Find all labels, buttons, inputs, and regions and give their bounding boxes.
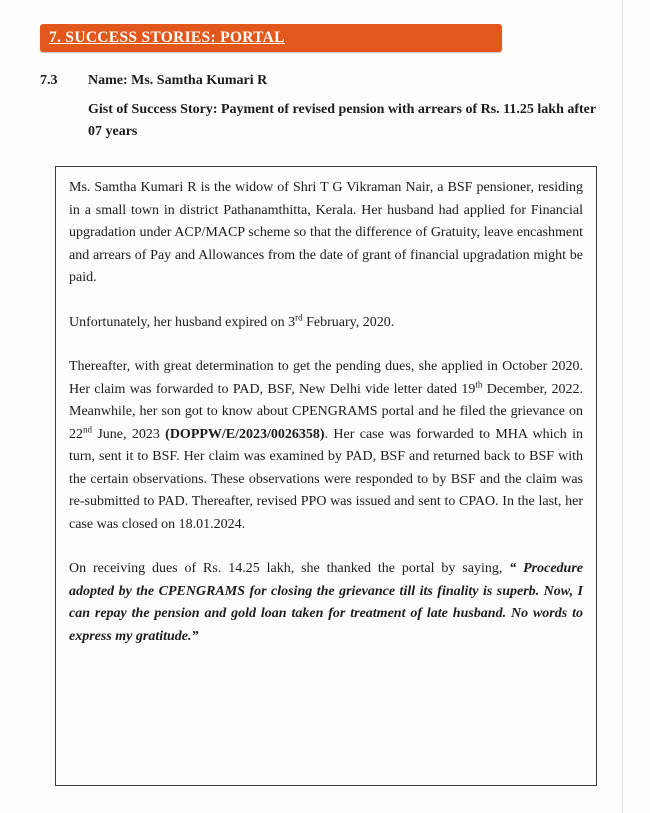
story-text-run: Ms. Samtha Kumari R is the widow of Shri T G Vikraman Nair, a BSF pensioner, residing in a small town in district Pathanamthitta, Kerala. Her husband had applied for Financial upgradation under ACP/MACP scheme so that the difference of Gratuity, leave encashment and arrears of Pay and Allowances from the date of grant of financial upgradation might be paid. <box>69 180 583 285</box>
story-paragraph <box>69 312 583 335</box>
story-paragraph <box>69 356 583 536</box>
pensioner-name-line: Name: Ms. Samtha Kumari R <box>88 73 268 88</box>
section-banner-title: 7. SUCCESS STORIES: PORTAL <box>49 29 285 46</box>
story-text-run: December, 2022. Meanwhile, her son got to know about CPENGRAMS portal and he filed the grievance on 22 <box>69 381 583 442</box>
story-text-run: (DOPPW/E/2023/0026358) <box>165 426 325 442</box>
story-text-run: “ Procedure adopted by the CPENGRAMS for closing the grievance till its finality is superb. Now, I can repay the pension and gold loan taken for treatment of late husband. No words to express my gratitude.” <box>69 561 583 644</box>
section-banner <box>40 24 502 52</box>
story-paragraph <box>69 177 583 290</box>
story-text-run: February, 2020. <box>302 314 395 330</box>
subsection-text <box>88 73 612 143</box>
story-text-run: . Her case was forwarded to MHA which in turn, sent it to BSF. Her claim was examined by PAD, BSF and returned back to BSF with the certain observations. These observations were responded to by BSF and the claim was re-submitted to PAD. Thereafter, revised PPO was issued and sent to CPAO. In the last, her case was closed on 18.01.2024. <box>69 426 583 532</box>
story-text-run: June, 2023 <box>92 426 166 442</box>
story-text-run: th <box>475 378 483 389</box>
story-text-run: On receiving dues of Rs. 14.25 lakh, she thanked the portal by saying, <box>69 561 510 576</box>
gist-line: Gist of Success Story: Payment of revised pension with arrears of Rs. 11.25 lakh after 07 years <box>88 102 596 139</box>
story-paragraph <box>69 558 583 648</box>
story-text-run: Unfortunately, her husband expired on 3 <box>69 314 296 330</box>
story-text-run: Thereafter, with great determination to get the pending dues, she applied in October 2020. Her claim was forwarded to PAD, BSF, New Delhi vide letter dated 19 <box>69 359 583 397</box>
page-edge-line <box>622 0 623 813</box>
story-box <box>55 166 597 786</box>
section-number: 7.3 <box>40 73 58 88</box>
story-text-run: rd <box>295 311 303 322</box>
subsection-header <box>40 73 612 143</box>
story-text-run: nd <box>83 423 92 434</box>
